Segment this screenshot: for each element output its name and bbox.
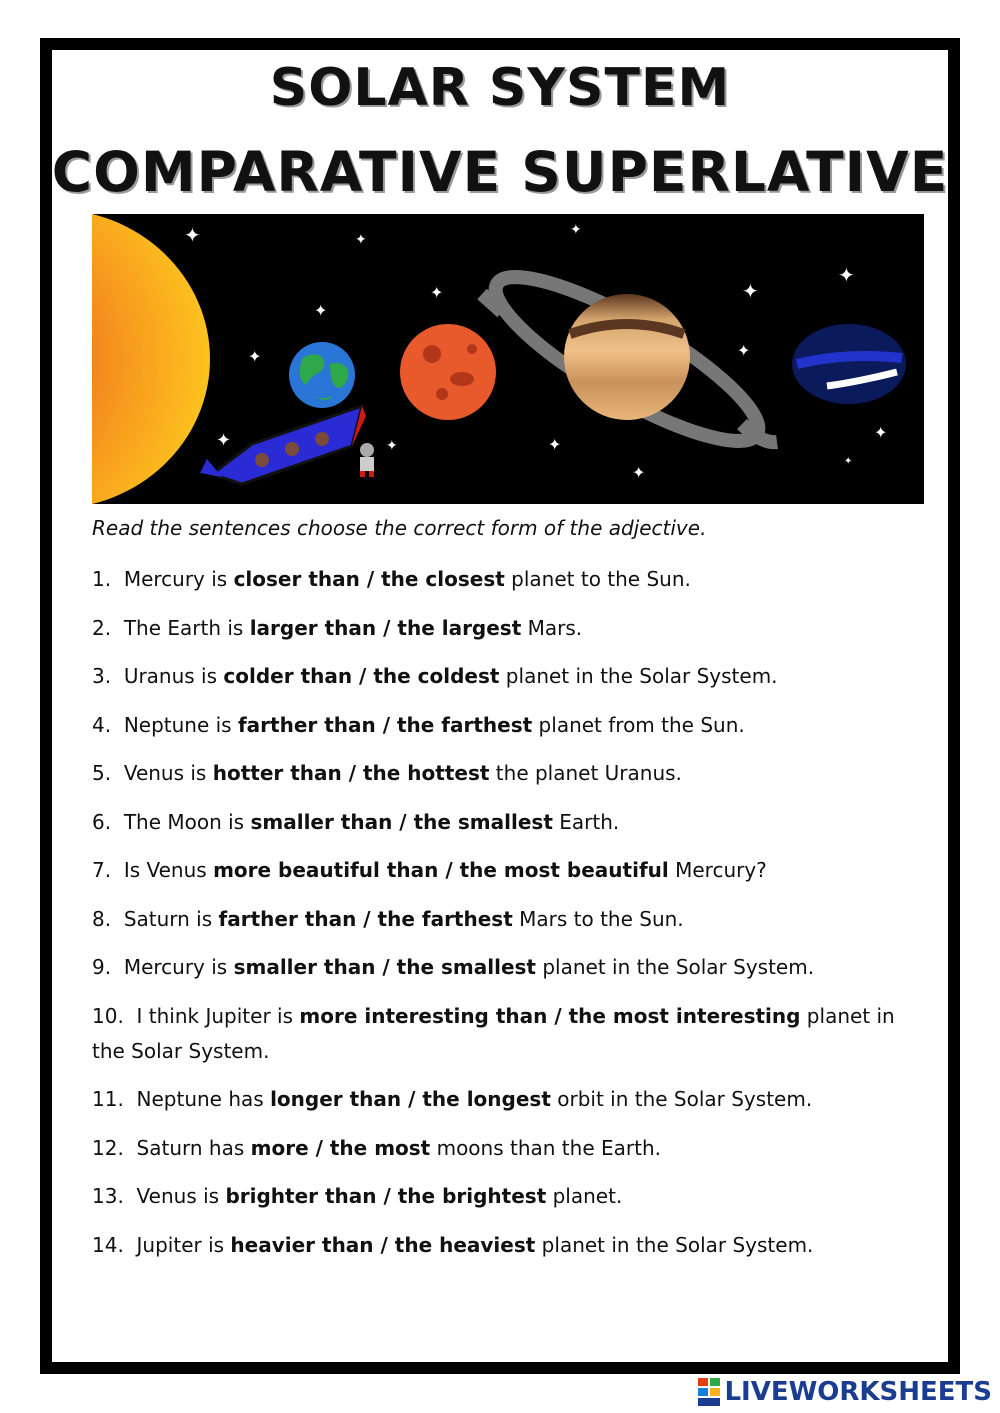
answer-choice[interactable]: longer than / the longest — [270, 1087, 551, 1111]
star-icon: ✦ — [248, 347, 262, 366]
list-item: 1. Mercury is closer than / the closest planet to the Sun. — [92, 567, 691, 591]
earth-icon — [289, 342, 355, 408]
answer-choice[interactable]: smaller than / the smallest — [250, 809, 553, 834]
list-item: 2. The Earth is larger than / the largest Mars. — [92, 615, 583, 640]
answer-choice[interactable]: brighter than / the brightest — [225, 1184, 547, 1208]
list-item: 11. Neptune has longer than / the longest orbit in the Solar System. — [92, 1087, 813, 1111]
title-line-1: SOLAR SYSTEM — [269, 58, 731, 118]
brand-logo — [698, 1375, 992, 1409]
star-icon: ✦ — [737, 341, 751, 360]
star-icon: ✦ — [844, 456, 853, 467]
star-icon: ✦ — [216, 430, 232, 451]
star-icon: ✦ — [314, 301, 328, 320]
illustration-svg — [92, 214, 924, 504]
star-icon: ✦ — [355, 232, 367, 248]
list-item: 8. Saturn is farther than / the farthest Mars to the Sun. — [92, 906, 684, 931]
answer-choice[interactable]: farther than / the farthest — [218, 906, 513, 931]
star-icon: ✦ — [742, 279, 759, 303]
sentence-list — [92, 562, 922, 1276]
astronaut-icon — [360, 443, 374, 477]
star-icon: ✦ — [548, 435, 562, 454]
sun-icon — [92, 214, 210, 504]
list-item: 4. Neptune is farther than / the farthest planet from the Sun. — [92, 712, 745, 737]
star-icon: ✦ — [570, 222, 582, 238]
mars-icon — [400, 324, 496, 420]
list-item: 5. Venus is hotter than / the hottest the planet Uranus. — [92, 761, 682, 785]
answer-choice[interactable]: more / the most — [250, 1135, 431, 1160]
answer-choice[interactable]: hotter than / the hottest — [212, 761, 490, 785]
answer-choice[interactable]: more interesting than / the most interesting — [299, 1003, 801, 1028]
star-icon: ✦ — [632, 463, 646, 482]
star-icon: ✦ — [838, 263, 855, 287]
answer-choice[interactable]: smaller than / the smallest — [233, 955, 536, 979]
list-item: 12. Saturn has more / the most moons than the Earth. — [92, 1135, 661, 1160]
answer-choice[interactable]: more beautiful than / the most beautiful — [213, 858, 669, 882]
answer-choice[interactable]: farther than / the farthest — [237, 712, 533, 737]
star-icon: ✦ — [874, 423, 888, 442]
answer-choice[interactable]: heavier than / the heaviest — [230, 1232, 536, 1257]
star-icon: ✦ — [430, 283, 444, 302]
title-line-2: COMPARATIVE SUPERLATIVE — [51, 140, 949, 204]
answer-choice[interactable]: colder than / the coldest — [223, 664, 500, 688]
instructions: Read the sentences choose the correct form of the adjective. — [92, 516, 707, 540]
brand-name: LIVEWORKSHEETS — [724, 1377, 992, 1407]
list-item: 10. I think Jupiter is more interesting than / the most interesting planet in the Solar System. — [92, 1003, 895, 1063]
star-icon: ✦ — [386, 438, 398, 454]
list-item: 9. Mercury is smaller than / the smallest planet in the Solar System. — [92, 955, 815, 979]
brand-mark-icon — [698, 1378, 720, 1406]
solar-system-illustration — [92, 214, 924, 504]
answer-choice[interactable]: closer than / the closest — [233, 567, 505, 591]
star-icon: ✦ — [184, 223, 201, 247]
list-item: 13. Venus is brighter than / the brightest planet. — [92, 1184, 623, 1208]
list-item: 6. The Moon is smaller than / the smallest Earth. — [92, 809, 620, 834]
list-item: 14. Jupiter is heavier than / the heaviest planet in the Solar System. — [92, 1232, 814, 1257]
list-item: 3. Uranus is colder than / the coldest planet in the Solar System. — [92, 664, 778, 688]
answer-choice[interactable]: larger than / the largest — [249, 615, 522, 640]
neptune-icon — [792, 324, 906, 404]
list-item: 7. Is Venus more beautiful than / the most beautiful Mercury? — [92, 858, 767, 882]
saturn-icon — [478, 251, 777, 467]
